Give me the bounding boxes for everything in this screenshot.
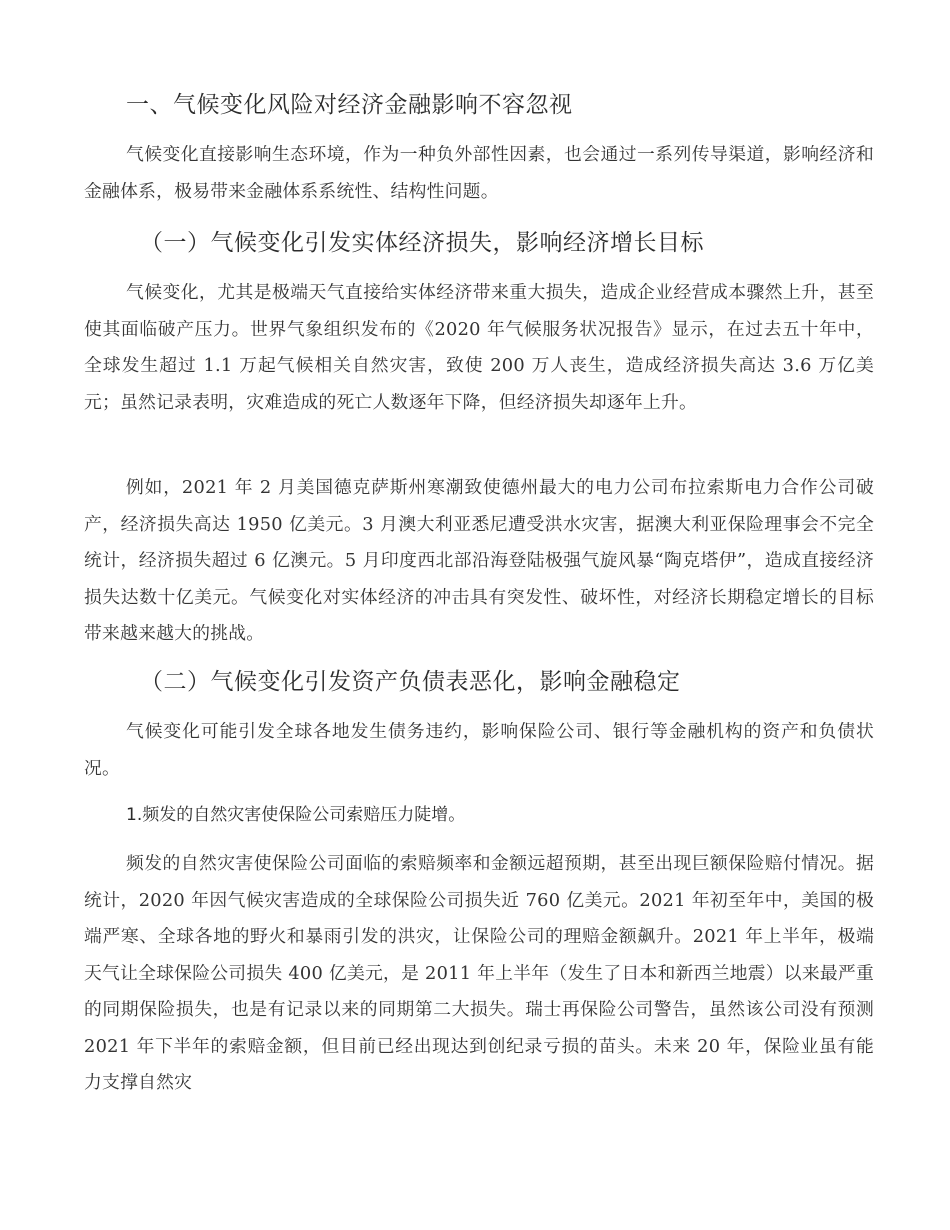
subsection-heading-1: （一）气候变化引发实体经济损失，影响经济增长目标 <box>140 230 704 256</box>
paragraph-economic-loss: 气候变化，尤其是极端天气直接给实体经济带来重大损失，造成企业经营成本骤然上升，甚至使其面临破产压力。世界气象组织发布的《2020 年气候服务状况报告》显示，在过去五十年中，全球发生超过 1.1 万起气候相关自然灾害，致使 200 万人丧生，造成经济损失高达 3.6 万亿美元；虽然记录表明，灾难造成的死亡人数逐年下降，但经济损失却逐年上升。 <box>84 282 874 413</box>
paragraph-insurance: 频发的自然灾害使保险公司面临的索赔频率和金额远超预期，甚至出现巨额保险赔付情况。据统计，2020 年因气候灾害造成的全球保险公司损失近 760 亿美元。2021 年初至年中，美国的极端严寒、全球各地的野火和暴雨引发的洪灾，让保险公司的理赔金额飙升。2021 年上半年，极端天气让全球保险公司损失 400 亿美元，是 2011 年上半年（发生了日本和新西兰地震）以来最严重的同期保险损失，也是有记录以来的同期第二大损失。瑞士再保险公司警告，虽然该公司没有预测 2021 年下半年的索赔金额，但目前已经出现达到创纪录亏损的苗头。未来 20 年，保险业虽有能力支撑自然灾 <box>84 853 874 1093</box>
subsection-heading-2: （二）气候变化引发资产负债表恶化，影响金融稳定 <box>140 669 681 695</box>
point-heading-1: 1.频发的自然灾害使保险公司索赔压力陡增。 <box>126 805 466 825</box>
paragraph-balance-sheet: 气候变化可能引发全球各地发生债务违约，影响保险公司、银行等金融机构的资产和负债状况。 <box>84 721 874 779</box>
paragraph-examples: 例如，2021 年 2 月美国德克萨斯州寒潮致使德州最大的电力公司布拉索斯电力合作公司破产，经济损失高达 1950 亿美元。3 月澳大利亚悉尼遭受洪水灾害，据澳大利亚保险理事会不完全统计，经济损失超过 6 亿澳元。5 月印度西北部沿海登陆极强气旋风暴“陶克塔伊”，造成直接经济损失达数十亿美元。气候变化对实体经济的冲击具有突发性、破坏性，对经济长期稳定增长的目标带来越来越大的挑战。 <box>84 477 874 644</box>
section-heading-1: 一、气候变化风险对经济金融影响不容忽视 <box>126 92 573 118</box>
paragraph-intro: 气候变化直接影响生态环境，作为一种负外部性因素，也会通过一系列传导渠道，影响经济和金融体系，极易带来金融体系系统性、结构性问题。 <box>84 144 874 202</box>
